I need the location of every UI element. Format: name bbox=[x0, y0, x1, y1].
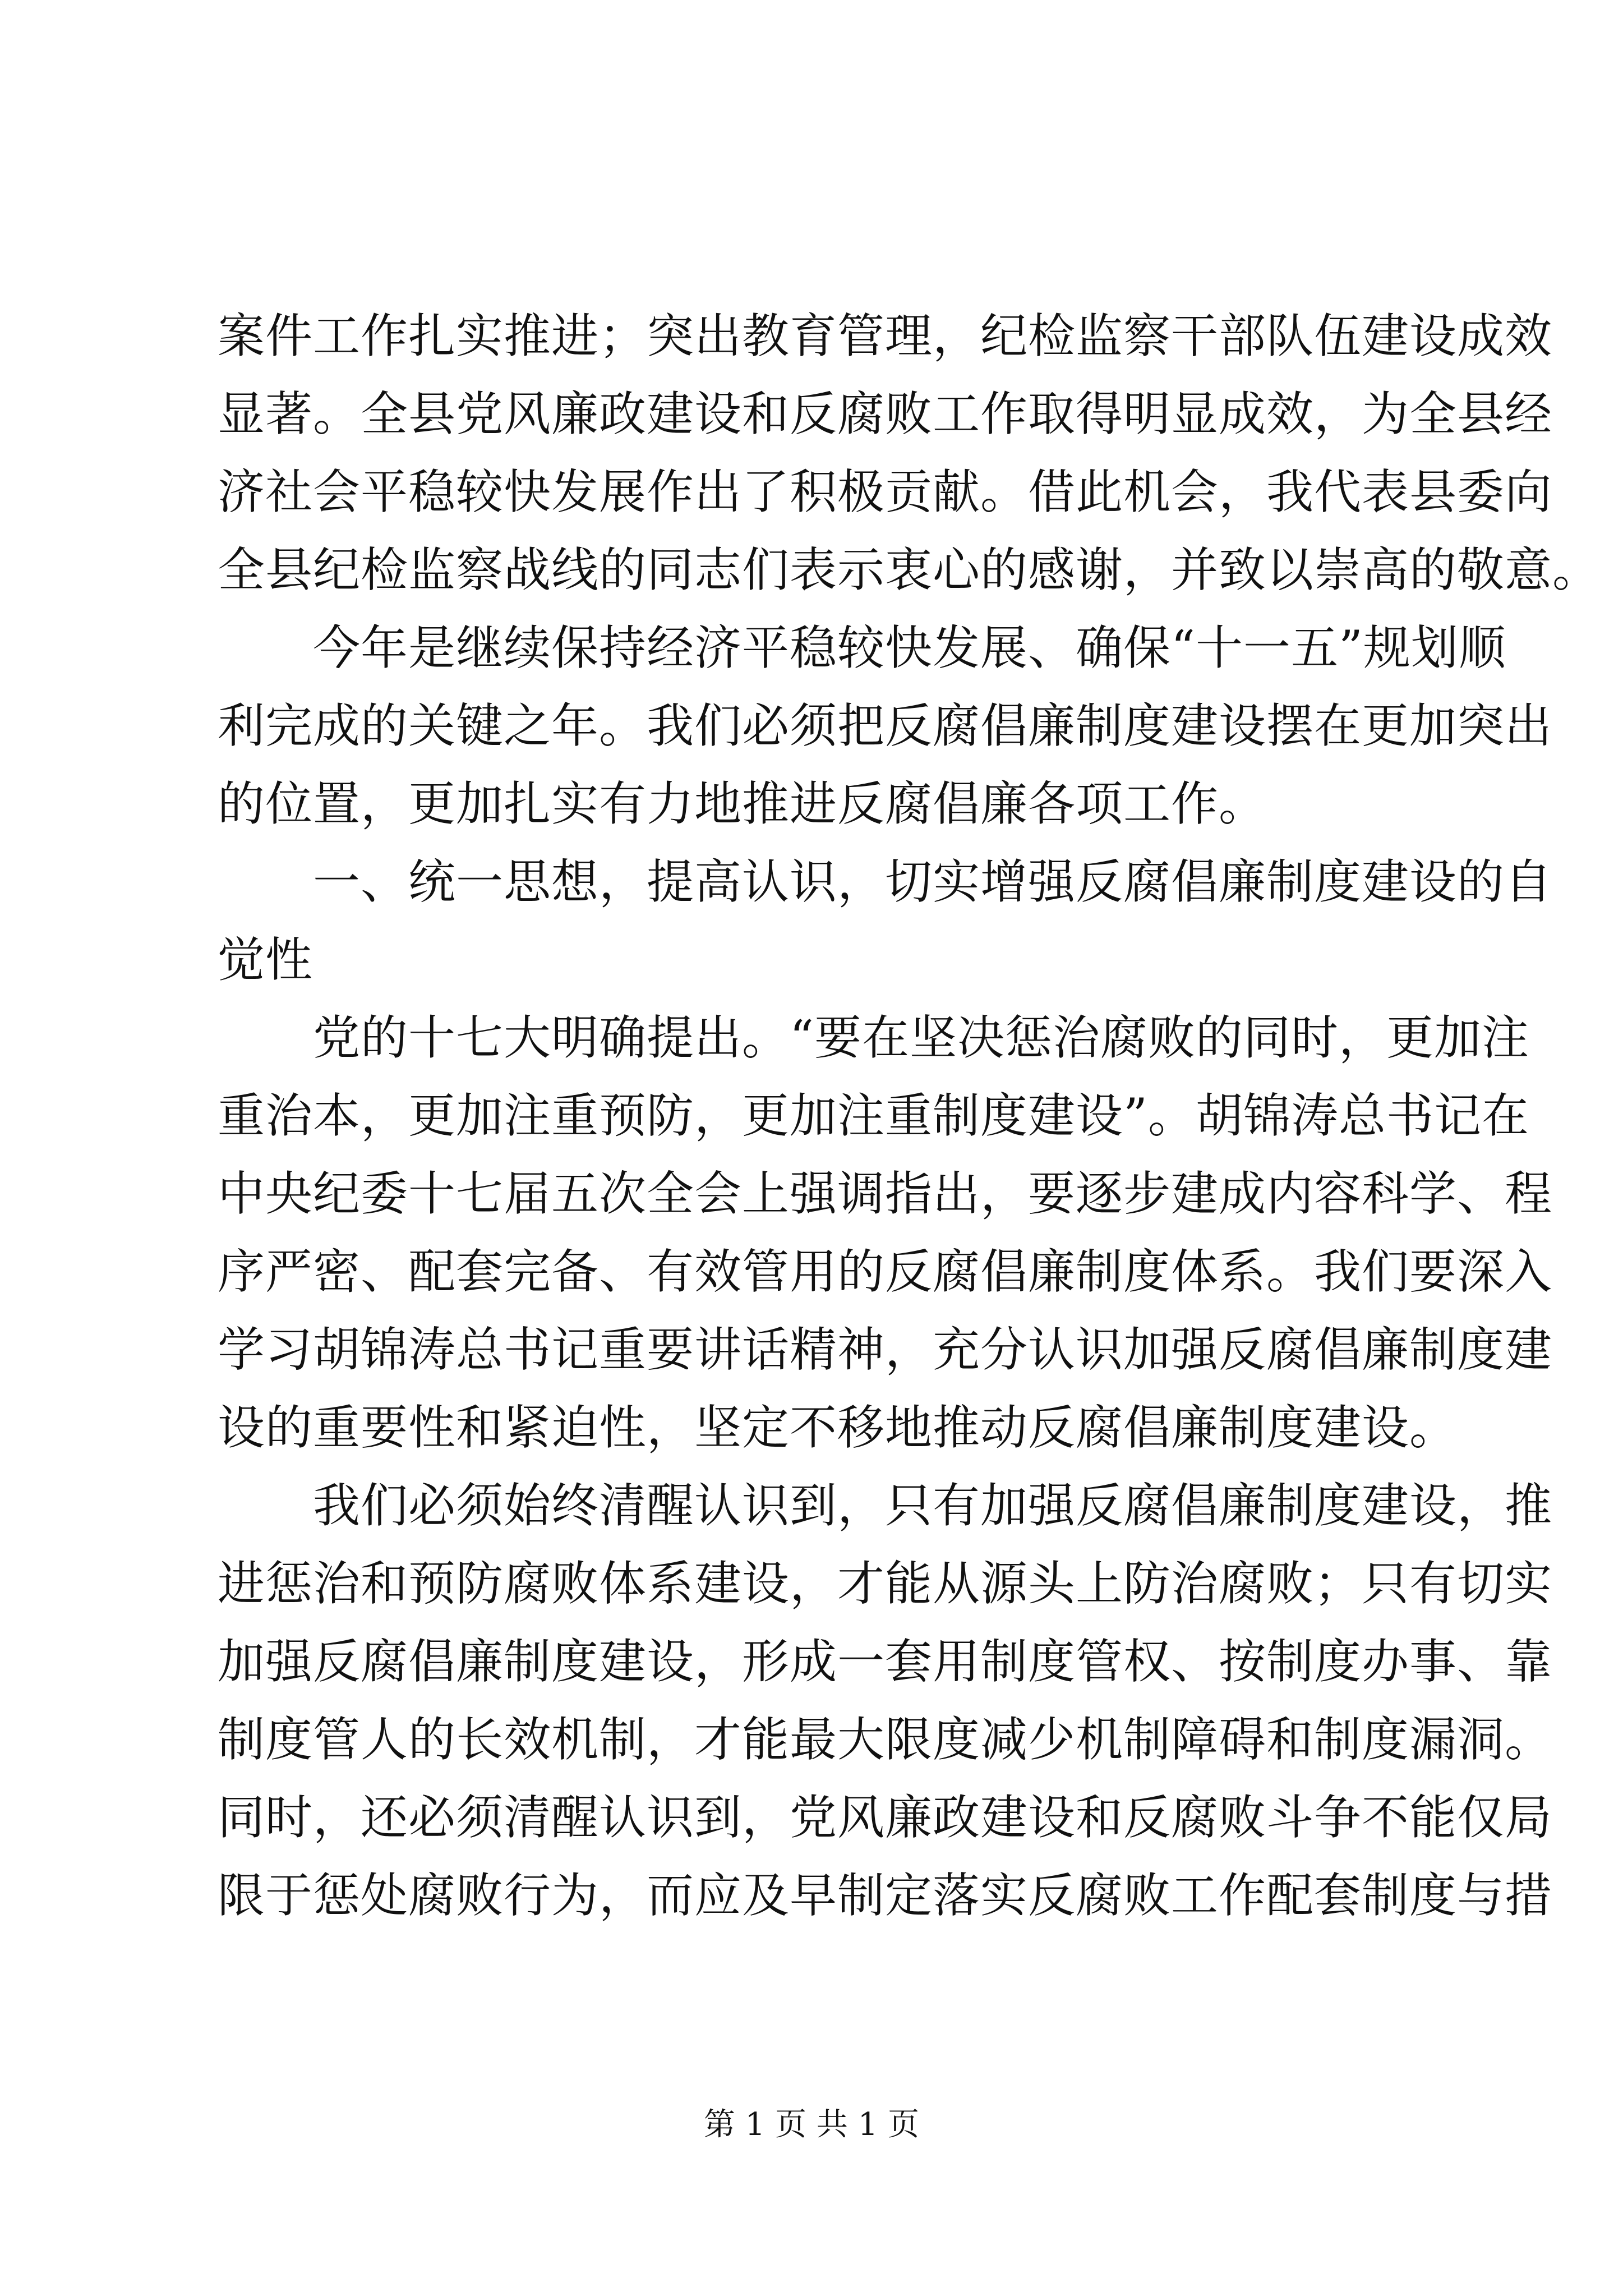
page-footer bbox=[0, 2102, 1623, 2147]
text-line: 同时，还必须清醒认识到，党风廉政建设和反腐败斗争不能仅局 bbox=[218, 1790, 1553, 1845]
text-line: 学习胡锦涛总书记重要讲话精神，充分认识加强反腐倡廉制度建 bbox=[218, 1322, 1553, 1377]
text-line: 今年是继续保持经济平稳较快发展、确保“十一五”规划顺 bbox=[218, 620, 1506, 675]
text-line: 济社会平稳较快发展作出了积极贡献。借此机会，我代表县委向 bbox=[218, 464, 1553, 519]
text-line: 重治本，更加注重预防，更加注重制度建设”。胡锦涛总书记在 bbox=[218, 1088, 1529, 1143]
text-line: 设的重要性和紧迫性，坚定不移地推动反腐倡廉制度建设。 bbox=[218, 1400, 1458, 1455]
text-line: 加强反腐倡廉制度建设，形成一套用制度管权、按制度办事、靠 bbox=[218, 1634, 1553, 1689]
text-line: 进惩治和预防腐败体系建设，才能从源头上防治腐败；只有切实 bbox=[218, 1556, 1553, 1611]
text-line: 中央纪委十七届五次全会上强调指出，要逐步建成内容科学、程 bbox=[218, 1166, 1553, 1221]
text-line: 我们必须始终清醒认识到，只有加强反腐倡廉制度建设，推 bbox=[218, 1478, 1553, 1533]
text-line: 党的十七大明确提出。“要在坚决惩治腐败的同时，更加注 bbox=[218, 1010, 1529, 1065]
text-line: 限于惩处腐败行为，而应及早制定落实反腐败工作配套制度与措 bbox=[218, 1868, 1553, 1923]
body-text bbox=[218, 297, 1601, 1935]
text-line: 制度管人的长效机制，才能最大限度减少机制障碍和制度漏洞。 bbox=[218, 1712, 1553, 1767]
text-line: 显著。全县党风廉政建设和反腐败工作取得明显成效，为全县经 bbox=[218, 386, 1553, 441]
section-heading-line: 觉性 bbox=[218, 932, 313, 987]
page-number: 第 1 页 共 1 页 bbox=[703, 2106, 920, 2143]
text-line: 案件工作扎实推进；突出教育管理，纪检监察干部队伍建设成效 bbox=[218, 309, 1553, 364]
text-line: 序严密、配套完备、有效管用的反腐倡廉制度体系。我们要深入 bbox=[218, 1244, 1553, 1299]
section-heading-line: 一、统一思想，提高认识，切实增强反腐倡廉制度建设的自 bbox=[218, 854, 1553, 909]
text-line: 利完成的关键之年。我们必须把反腐倡廉制度建设摆在更加突出 bbox=[218, 698, 1553, 753]
text-line: 全县纪检监察战线的同志们表示衷心的感谢，并致以崇高的敬意。 bbox=[218, 542, 1601, 597]
text-line: 的位置，更加扎实有力地推进反腐倡廉各项工作。 bbox=[218, 776, 1267, 831]
